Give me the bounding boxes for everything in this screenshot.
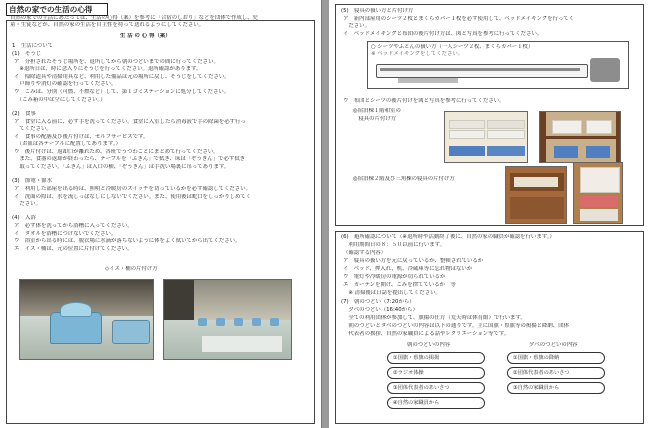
body-line: 朝のつどいとタベのつどいの内容は以下の通りです。主に国旗・県旗等の掲揚と降納、団体 <box>343 323 569 329</box>
body-line: (7) 朝のつどい（7:20から） <box>341 299 415 305</box>
body-line: ウ ごみは、分別（可燃、不燃など）して、第１ゴミステーションに処分してください。 <box>14 89 230 95</box>
body-line: ださい。 <box>14 201 41 207</box>
photo-caption: ◎宿泊棟１階和室の <box>353 108 401 114</box>
photo-caption: ◎宿泊棟２階及び三角棟の寝具の片付け方 <box>353 176 455 182</box>
evening-item: ③自然の家職員から <box>507 382 605 394</box>
body-line: 全ての利用団体が参加して、旗揚の仕方（荒天時は体育館）で行います。 <box>343 315 526 321</box>
body-line: (3) 節電・節水 <box>12 178 52 184</box>
body-line: エ カーテンを開け、ごみを捨てているか 等 <box>343 282 456 288</box>
body-line: 〈確認する内容〉 <box>343 250 387 256</box>
body-line: ウ 後片付けは、返却口が離れため、各班でうつわごとにまとめて行ってください。 <box>14 149 219 155</box>
futon-stack-photo <box>444 111 528 163</box>
body-line: イ ベッド、押入れ、机、冷蔵庫等に忘れ物はないか <box>343 266 473 272</box>
body-line: イ 食事の配膳及び後片付けは、セルフサービスです。 <box>14 134 149 140</box>
evening-item: ②団体代表者のあいさつ <box>507 367 605 379</box>
bedding-diagram <box>367 41 629 89</box>
body-line: 取ってください。「ふきん」は入口の横、「ぞうきん」は手洗い場裏に吊ってあります。 <box>14 164 230 170</box>
intro-line: 童・生徒などが、自然の家の生活を自主性を持って送れるようにしてください。 <box>10 22 205 28</box>
body-line: ア 食堂に入る前に、必ず手を洗ってください。食堂に入室したら消毒液で手の除菌を必ず行っ <box>14 119 246 125</box>
right-page <box>329 0 650 428</box>
body-line: ウ 電灯や冷暖房の電源が切られているか <box>343 274 446 280</box>
body-line: ア 分担されたそうじ場所を、退所してから朝のつどいまでの間に行ってください。 <box>14 59 219 65</box>
morning-item: ④自然の家職員から <box>387 397 485 409</box>
body-line: ア 新内部屋用のシーツ２枚とまくらカバー１枚を必ず使用して、ベッドメイキングを行ってく <box>343 16 575 22</box>
body-line: 夕べのつどい（16:40から） <box>343 307 418 313</box>
body-line: ア 利用した部屋を出る時は、照明と冷暖房のスイッチを切っているかを必ず確認してください。 <box>14 186 251 192</box>
wash-area-photo <box>163 279 292 360</box>
body-line: イ 掃除道具や清掃用具など、利用した備品は元の場所に戻し、そうじをしてください。 <box>14 74 230 80</box>
body-line: ウ 浴室から出る時には、脱衣場に水滴が落ちないように体をよく拭いてから出てください。 <box>14 238 241 244</box>
body-line: また、食器の返却が終わったら、テーブルを「ふきん」で拭き、床は「ぞうきん」で必ず拭き <box>14 156 246 162</box>
body-line: （お皿は各テーブルに配置してあります。） <box>14 141 121 147</box>
body-line: てください。 <box>14 126 52 132</box>
body-line: エ イス・桶は、元の位置に片付けてください。 <box>14 246 133 252</box>
bunk-photo <box>573 162 623 224</box>
body-line: （ごみ箱の中は空にしてください。） <box>14 97 106 103</box>
body-line: イ 洗面の際は、水を流しっぱなしにしないでください。また、使用後は蛇口をしっかりしめてく <box>14 194 252 200</box>
evening-item: ①国旗・県旗の降納 <box>507 352 605 364</box>
photo-caption: ◇イス・桶の片付け方 <box>105 266 158 272</box>
morning-item: ①国旗・県旗の掲揚 <box>387 352 485 364</box>
body-line: 1 生活について <box>12 43 54 49</box>
morning-item: ③団体代表者のあいさつ <box>387 382 485 394</box>
body-line: ※退所日は、時に念入りにそうじを行ってください。退所確認があります。 <box>14 66 202 72</box>
photo-caption: 寝具の片付け方 <box>353 116 397 122</box>
body-line: (2) 食事 <box>12 111 36 117</box>
left-page <box>0 0 322 428</box>
body-line: ※ 清掃後は日誌を提出してください。 <box>343 290 441 296</box>
body-line: (5) 寝具の扱い方と片付け方 <box>341 8 414 14</box>
diagram-sub: ※ ベッドメイキングをしてください。 <box>371 51 464 57</box>
body-line: (4) 入浴 <box>12 215 36 221</box>
body-line: 代表者の挨拶、自然の家職員による話やレクリエーション等です。 <box>343 331 510 337</box>
diagram-label: ○ シーツやふとんの扱い方（一人シーツ２枚、まくらカバー１枚） <box>371 44 534 50</box>
shelf-photo <box>539 111 621 163</box>
body-line: (6) 避所確認について（※退所時や活動終了後に、自然の家の職員が確認を行います。） <box>341 234 555 240</box>
body-line: イ タオルを浴槽につけないでください。 <box>14 231 117 237</box>
body-line: 戸締りや消灯の確認を行ってください。 <box>14 81 117 87</box>
body-line: ウ 布団とシーツの後片付けを図と写真を参考に行ってください。 <box>343 98 505 104</box>
body-line: 利用期間日の８：５０以前に行います。 <box>343 242 445 248</box>
morning-item: ②ラジオ体操 <box>387 367 485 379</box>
drawer-photo <box>505 166 567 224</box>
evening-label: 夕べのつどいの内容 <box>529 342 578 348</box>
body-line: イ ベッドメイキングと布団の後片付け方は、図と写真を参考に行ってください。 <box>343 31 543 37</box>
document-title: 自然の家での生活の心得 <box>6 3 108 16</box>
morning-label: 朝のつどいの内容 <box>407 342 451 348</box>
body-line: ア 必ず体を洗ってから浴槽に入ってください。 <box>14 223 133 229</box>
bath-stool-photo <box>19 279 154 360</box>
body-line: (1) そうじ <box>12 51 42 57</box>
intro-line: 自然の家での生活にあたっては、生活の心得（案）を参考に「合宿のしおり」などを団体で作成し、児 <box>10 15 258 21</box>
body-line: ださい。 <box>343 23 370 29</box>
body-line: ア 寝具の扱い方を元に戻っているか、整頓されているか <box>343 258 484 264</box>
section-heading: 生 活 の 心 得（案） <box>120 33 171 39</box>
